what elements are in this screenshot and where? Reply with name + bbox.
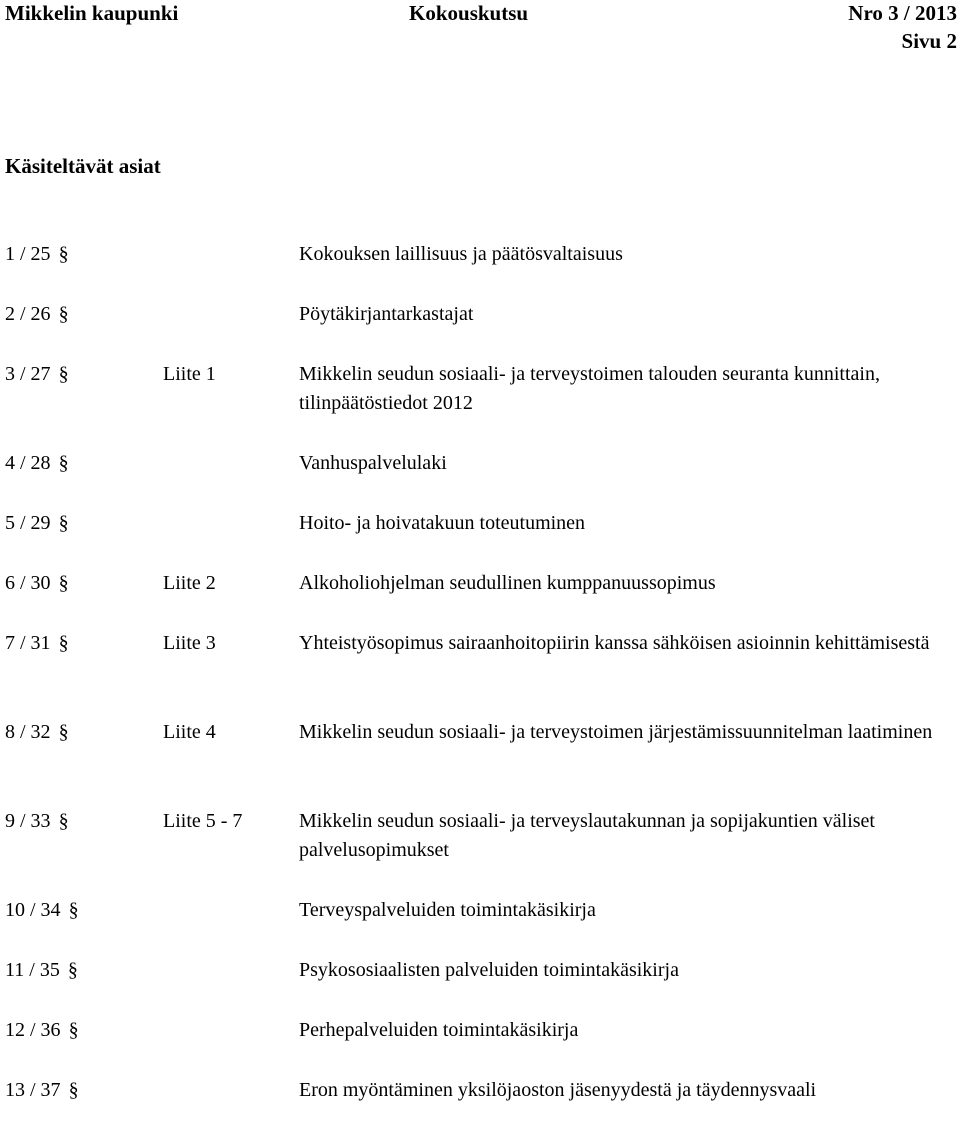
agenda-item <box>5 1016 955 1045</box>
item-number: 7 / 31 <box>5 632 51 654</box>
item-attachment: Liite 1 <box>163 363 216 385</box>
agenda-item <box>5 240 955 269</box>
document-type: Kokouskutsu <box>409 1 529 25</box>
item-number: 4 / 28 <box>5 452 51 474</box>
item-title: Mikkelin seudun sosiaali- ja terveystoimen talouden seuranta kunnittain, tilinpäätöstiedot 2012 <box>299 363 880 414</box>
section-title: Käsiteltävät asiat <box>5 154 161 178</box>
item-title: Yhteistyösopimus sairaanhoitopiirin kanssa sähköisen asioinnin kehittämisestä <box>299 632 930 654</box>
item-title: Pöytäkirjantarkastajat <box>299 303 474 325</box>
agenda-item <box>5 449 955 478</box>
section-mark-icon: § <box>67 959 78 981</box>
item-title: Eron myöntäminen yksilöjaoston jäsenyydestä ja täydennysvaali <box>299 1079 817 1101</box>
item-title: Hoito- ja hoivatakuun toteutuminen <box>299 512 586 534</box>
agenda-item <box>5 896 955 925</box>
section-mark-icon: § <box>58 572 69 594</box>
item-number: 2 / 26 <box>5 303 51 325</box>
agenda-item <box>5 569 955 598</box>
section-mark-icon: § <box>58 632 69 654</box>
item-number: 1 / 25 <box>5 243 51 265</box>
section-mark-icon: § <box>68 1079 79 1101</box>
item-number: 9 / 33 <box>5 810 51 832</box>
item-title: Psykososiaalisten palveluiden toimintakäsikirja <box>299 959 679 981</box>
item-number: 3 / 27 <box>5 363 51 385</box>
item-number: 12 / 36 <box>5 1019 61 1041</box>
item-title: Alkoholiohjelman seudullinen kumppanuussopimus <box>299 572 716 594</box>
section-mark-icon: § <box>58 810 69 832</box>
section-mark-icon: § <box>58 303 69 325</box>
organization-name: Mikkelin kaupunki <box>5 1 179 25</box>
item-number: 13 / 37 <box>5 1079 61 1101</box>
item-attachment: Liite 3 <box>163 632 216 654</box>
item-title: Mikkelin seudun sosiaali- ja terveyslautakunnan ja sopijakuntien väliset palvelusopimukset <box>299 810 875 861</box>
item-title: Vanhuspalvelulaki <box>299 452 447 474</box>
page-number: Sivu 2 <box>901 29 957 53</box>
section-mark-icon: § <box>58 452 69 474</box>
item-title: Kokouksen laillisuus ja päätösvaltaisuus <box>299 243 623 265</box>
agenda-item <box>5 807 955 865</box>
agenda-item <box>5 1076 955 1105</box>
page-header <box>5 0 957 60</box>
section-mark-icon: § <box>68 1019 79 1041</box>
agenda-list <box>5 240 955 1136</box>
item-number: 11 / 35 <box>5 959 60 981</box>
item-attachment: Liite 5 - 7 <box>163 810 243 832</box>
item-attachment: Liite 4 <box>163 721 216 743</box>
item-title: Mikkelin seudun sosiaali- ja terveystoimen järjestämissuunnitelman laatiminen <box>299 721 933 743</box>
item-number: 10 / 34 <box>5 899 61 921</box>
agenda-item <box>5 360 955 418</box>
section-mark-icon: § <box>58 243 69 265</box>
item-number: 5 / 29 <box>5 512 51 534</box>
section-mark-icon: § <box>58 721 69 743</box>
item-title: Perhepalveluiden toimintakäsikirja <box>299 1019 579 1041</box>
item-number: 8 / 32 <box>5 721 51 743</box>
section-mark-icon: § <box>58 512 69 534</box>
meeting-number: Nro 3 / 2013 <box>848 1 957 25</box>
agenda-item <box>5 956 955 985</box>
agenda-item <box>5 509 955 538</box>
section-mark-icon: § <box>68 899 79 921</box>
agenda-item <box>5 629 955 687</box>
item-title: Terveyspalveluiden toimintakäsikirja <box>299 899 596 921</box>
agenda-item <box>5 718 955 776</box>
section-mark-icon: § <box>58 363 69 385</box>
item-number: 6 / 30 <box>5 572 51 594</box>
item-attachment: Liite 2 <box>163 572 216 594</box>
agenda-item <box>5 300 955 329</box>
